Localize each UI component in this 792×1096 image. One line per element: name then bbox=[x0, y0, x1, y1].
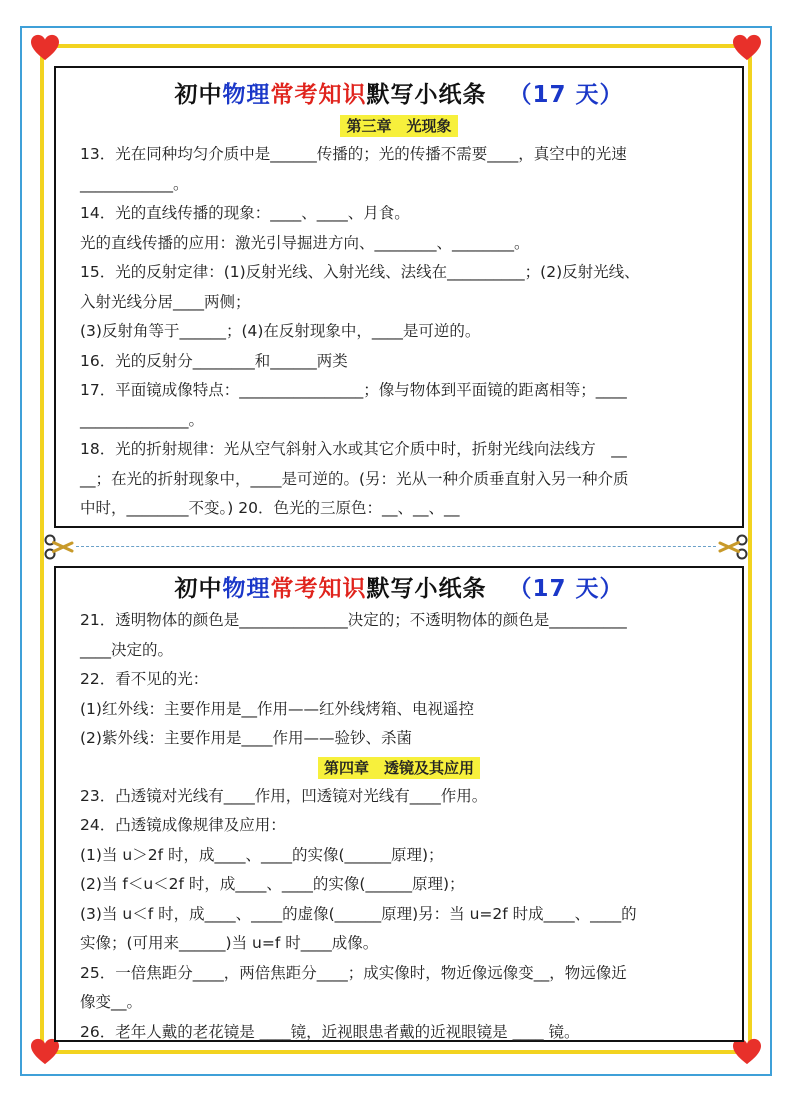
text-line: 15．光的反射定律：(1)反射光线、入射光线、法线在__________；(2)反射光线、 bbox=[80, 263, 640, 281]
text-line: 25．一倍焦距分____，两倍焦距分____；成实像时，物近像远像变__，物远像近 bbox=[80, 963, 627, 982]
text-line: __；在光的折射现象中，____是可逆的。(另：光从一种介质垂直射入另一种介质 bbox=[80, 469, 629, 488]
chapter-heading bbox=[56, 112, 742, 140]
text-line: ______________。 bbox=[80, 410, 205, 429]
chapter-heading bbox=[56, 754, 742, 782]
text-line: (3)反射角等于______；(4)在反射现象中，____是可逆的。 bbox=[80, 322, 481, 340]
title-part: 常考知识 bbox=[270, 82, 367, 108]
title-part: 物理 bbox=[222, 576, 271, 602]
text-line: 17．平面镜成像特点：________________；像与物体到平面镜的距离相等；____ bbox=[80, 381, 627, 399]
scissors-icon bbox=[44, 534, 74, 560]
text-line: 光的直线传播的应用：激光引导掘进方向、________、________。 bbox=[80, 233, 530, 252]
text-line: (1)红外线：主要作用是__作用——红外线烤箱、电视遥控 bbox=[80, 699, 474, 718]
page-title bbox=[56, 572, 742, 606]
title-part: 初中 bbox=[174, 82, 223, 108]
text-line: 24．凸透镜成像规律及应用： bbox=[80, 816, 286, 834]
text-line: 入射光线分居____两侧； bbox=[80, 292, 251, 311]
text-line: 26．老年人戴的老花镜是 ____镜，近视眼患者戴的近视眼镜是 ____ 镜。 bbox=[80, 1022, 580, 1041]
text-line: (2)当 f＜u＜2f 时，成____、____的实像(______原理)； bbox=[80, 875, 465, 893]
chapter-label: 第三章 光现象 bbox=[340, 115, 457, 137]
heart-icon bbox=[732, 34, 762, 62]
title-days: （17 天） bbox=[508, 576, 624, 602]
text-line: (3)当 u＜f 时，成____、____的虚像(______原理)另：当 u=2f 时成____、____的 bbox=[80, 904, 637, 923]
text-line: 像变__。 bbox=[80, 993, 143, 1011]
note-card-2 bbox=[54, 566, 744, 1042]
text-line: 22．看不见的光： bbox=[80, 670, 209, 688]
text-line: 实像；(可用来______)当 u=f 时____成像。 bbox=[80, 934, 379, 952]
text-line: ____________。 bbox=[80, 174, 189, 193]
text-line: 21．透明物体的颜色是______________决定的；不透明物体的颜色是__________ bbox=[80, 611, 627, 629]
title-days: （17 天） bbox=[508, 82, 624, 108]
title-part: 默写小纸条 bbox=[366, 82, 487, 108]
title-part: 默写小纸条 bbox=[366, 576, 487, 602]
text-line: 23．凸透镜对光线有____作用，凹透镜对光线有____作用。 bbox=[80, 786, 488, 805]
text-line: (1)当 u＞2f 时，成____、____的实像(______原理)； bbox=[80, 845, 444, 864]
title-part: 物理 bbox=[222, 82, 271, 108]
text-line: 13．光在同种均匀介质中是______传播的；光的传播不需要____，真空中的光速 bbox=[80, 145, 627, 163]
text-line: 中时，________不变。) 20．色光的三原色：__、__、__ bbox=[80, 499, 460, 517]
text-line: 16．光的反射分________和______两类 bbox=[80, 351, 348, 370]
chapter-label: 第四章 透镜及其应用 bbox=[318, 757, 480, 779]
text-line: (2)紫外线：主要作用是____作用——验钞、杀菌 bbox=[80, 729, 412, 747]
text-line: 14．光的直线传播的现象：____、____、月食。 bbox=[80, 204, 410, 222]
title-part: 常考知识 bbox=[270, 576, 367, 602]
scissors-icon bbox=[718, 534, 748, 560]
note-card-1 bbox=[54, 66, 744, 528]
page-title bbox=[56, 78, 742, 112]
text-line: 18．光的折射规律：光从空气斜射入水或其它介质中时，折射光线向法线方 __ bbox=[80, 440, 627, 458]
title-part: 初中 bbox=[174, 576, 223, 602]
heart-icon bbox=[30, 34, 60, 62]
text-line: ____决定的。 bbox=[80, 640, 174, 659]
cut-line bbox=[40, 532, 752, 562]
dashed-divider bbox=[76, 546, 716, 547]
